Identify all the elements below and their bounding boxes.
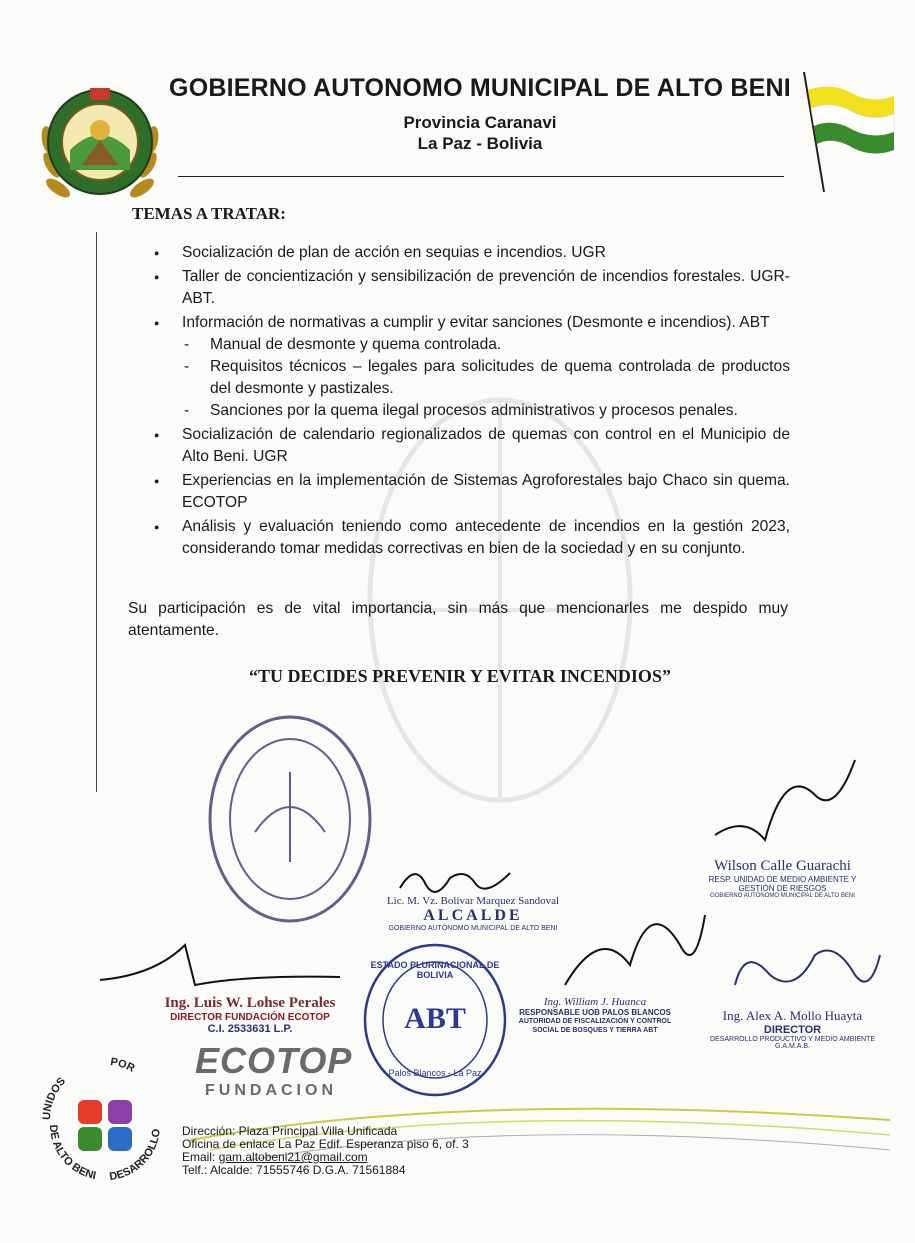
ecotop-stamp: Ing. Luis W. Lohse Perales DIRECTOR FUNDACIÓN ECOTOP C.I. 2533631 L.P. xyxy=(164,995,336,1035)
ecotop-signature xyxy=(95,935,345,995)
svg-text:POR xyxy=(109,1056,136,1075)
unidos-logo xyxy=(30,1045,180,1195)
mayor-role: ALCALDE xyxy=(423,907,523,924)
flag xyxy=(798,70,898,195)
list-item: ● Información de normativas a cumplir y evitar sanciones (Desmonte e incendios). ABT - Manual de desmonte y quema controlada. - Requisitos técnicos – legales para solicitudes de quema controlada de productos del desmonte y pastizales. - Sanciones por la quema ilegal procesos administrativos y procesos penales. xyxy=(150,312,790,422)
topics-list xyxy=(150,242,790,562)
municipio-stamp xyxy=(205,712,375,927)
abt-stamp: ESTADO PLURINACIONAL DE BOLIVIA ABT Palos Blancos - La Paz xyxy=(360,940,510,1100)
list-item: ● Taller de concientización y sensibilización de prevención de incendios forestales. UGR-ABT. xyxy=(150,266,790,310)
unidos-top-left: UNIDOS xyxy=(40,1075,69,1121)
svg-text:UNIDOS xyxy=(41,1075,68,1120)
desarrollo-signature xyxy=(725,935,885,1005)
motto: “TU DECIDES PREVENIR Y EVITAR INCENDIOS” xyxy=(249,666,671,686)
ugr-signature xyxy=(705,755,865,855)
email-link[interactable]: gam.altobeni21@gmail.com xyxy=(218,1150,368,1164)
sub-list-item: - Manual de desmonte y quema controlada. xyxy=(182,334,790,356)
unidos-top-right: POR xyxy=(109,1055,137,1075)
desarrollo-stamp: Ing. Alex A. Mollo Huayta DIRECTOR DESARROLLO PRODUCTIVO Y MEDIO AMBIENTE G.A.M.A.B. xyxy=(709,1008,876,1050)
left-margin-line xyxy=(96,232,97,792)
municipal-seal xyxy=(30,70,170,215)
ugr-stamp: Wilson Calle Guarachi RESP. UNIDAD DE MEDIO AMBIENTE Y GESTIÓN DE RIESGOS GOBIERNO AUTÓNOMO MUNICIPAL DE ALTO BENI xyxy=(708,858,857,899)
province-text: Provincia Caranavi xyxy=(403,113,557,132)
unidos-bottom-right: DESARROLLO xyxy=(108,1128,163,1184)
list-item: ● Análisis y evaluación teniendo como antecedente de incendios en la gestión 2023, considerando tomar medidas correctivas en bien de la sociedad y en su conjunto. xyxy=(150,516,790,560)
closing-paragraph: Su participación es de vital importancia, sin más que mencionarles me despido muy atentamente. xyxy=(128,600,788,639)
footer-contact xyxy=(182,1125,469,1177)
sub-list-item: - Requisitos técnicos – legales para solicitudes de quema controlada de productos del desmonte y pastizales. xyxy=(182,356,790,400)
mayor-signature xyxy=(395,858,515,898)
list-item: ● Socialización de plan de acción en sequias e incendios. UGR xyxy=(150,242,790,264)
footer-email-line: Email: gam.altobeni21@gmail.com xyxy=(182,1150,368,1164)
page-title: GOBIERNO AUTONOMO MUNICIPAL DE ALTO BENI xyxy=(169,74,791,102)
abt-signature xyxy=(560,905,710,995)
list-item: ● Socialización de calendario regionalizados de quemas con control en el Municipio de Alto Beni. UGR xyxy=(150,424,790,468)
list-item: ● Experiencias en la implementación de Sistemas Agroforestales bajo Chaco sin quema. ECOTOP xyxy=(150,470,790,514)
footer-phone: Telf.: Alcalde: 71555746 D.G.A. 71561884 xyxy=(182,1163,406,1177)
footer-office: Oficina de enlace La Paz Edif. Esperanza piso 6, of. 3 xyxy=(182,1137,469,1151)
sub-list-item: - Sanciones por la quema ilegal procesos administrativos y procesos penales. xyxy=(182,400,790,422)
section-heading: TEMAS A TRATAR: xyxy=(132,204,286,223)
ecotop-logo: ECOTOP FUNDACION xyxy=(195,1040,353,1099)
footer-address: Dirección: Plaza Principal Villa Unificada xyxy=(182,1124,398,1138)
mayor-stamp: Lic. M. Vz. Bolívar Marquez Sandoval ALCALDE GOBIERNO AUTÓNOMO MUNICIPAL DE ALTO BENI xyxy=(368,895,578,955)
header-divider xyxy=(178,176,784,177)
unidos-bottom-left: DE ALTO BENI xyxy=(46,1124,97,1183)
city-text: La Paz - Bolivia xyxy=(417,134,543,153)
sub-list xyxy=(182,334,790,422)
abt-sign-block: Ing. William J. Huanca RESPONSABLE UOB PALOS BLANCOS AUTORIDAD DE FISCALIZACIÓN Y CONTROL SOCIAL DE BOSQUES Y TIERRA ABT xyxy=(518,996,672,1034)
